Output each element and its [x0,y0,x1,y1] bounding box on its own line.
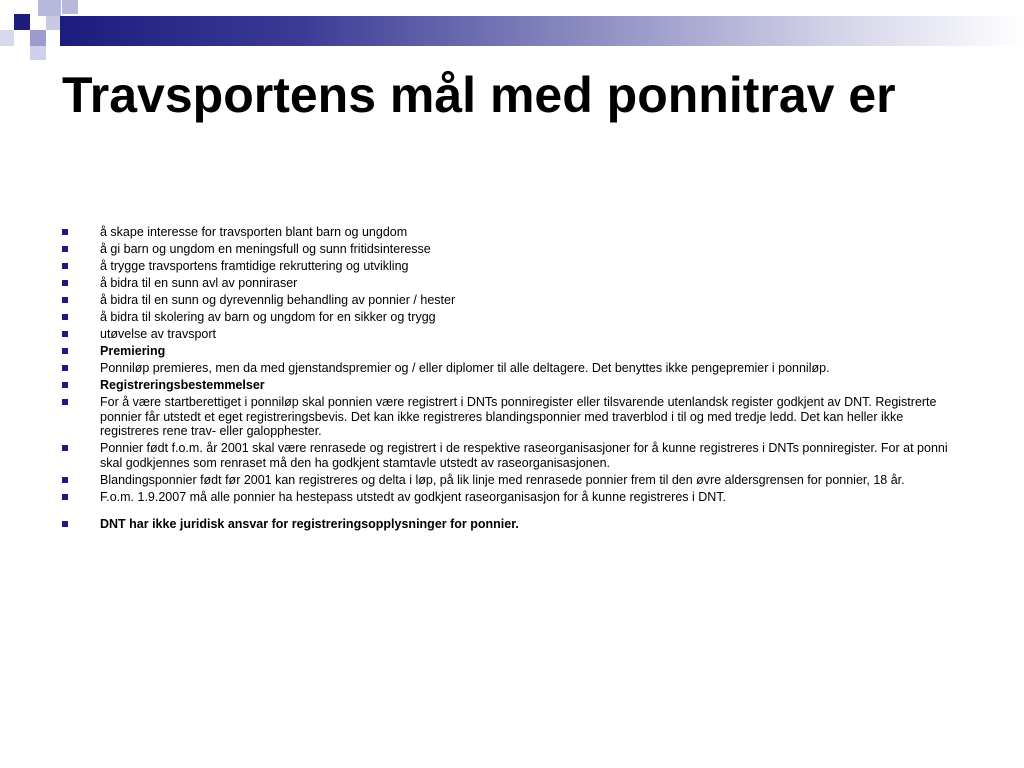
decorative-square [0,30,14,46]
bullet-item [62,344,950,359]
slide-title: Travsportens mål med ponnitrav er [62,67,896,123]
bullet-item [62,490,950,505]
bullet-text: Ponnier født f.o.m. år 2001 skal være renrasede og registrert i de respektive raseorganisasjoner for å kunne registreres i DNTs ponniregister. For at ponni skal godkjennes som renraset må den ha godkjent stamtavle utstedt av raseorganisasjonen. [100,441,948,470]
square-bullet-icon [62,229,68,235]
square-bullet-icon [62,477,68,483]
bullet-text: å trygge travsportens framtidige rekruttering og utvikling [100,259,409,273]
decorative-square [62,0,78,14]
bullet-item [62,327,950,342]
bullet-text: å skape interesse for travsporten blant barn og ungdom [100,225,408,239]
square-bullet-icon [62,382,68,388]
square-bullet-icon [62,399,68,405]
square-bullet-icon [62,246,68,252]
bullet-text: å bidra til en sunn og dyrevennlig behandling av ponnier / hester [100,293,456,307]
bullet-item [62,441,950,470]
header-gradient-bar [60,16,1024,46]
decorative-square [38,0,61,16]
bullet-text: å gi barn og ungdom en meningsfull og sunn fritidsinteresse [100,242,431,256]
square-bullet-icon [62,263,68,269]
bullet-item [62,242,950,257]
decorative-square [30,30,46,46]
square-bullet-icon [62,331,68,337]
square-bullet-icon [62,314,68,320]
bullet-text: DNT har ikke juridisk ansvar for registreringsopplysninger for ponnier. [100,517,519,531]
bullet-text: Premiering [100,344,166,358]
bullet-text: utøvelse av travsport [100,327,217,341]
bullet-item [62,517,950,532]
square-bullet-icon [62,348,68,354]
bullet-text: For å være startberettiget i ponniløp skal ponnien være registrert i DNTs ponniregister eller tilsvarende utenlandsk register godkjent av DNT. Registrerte ponnier får utstedt et eget registreringsbevis. Det kan ikke registreres blandingsponnier med traverblod i til og med tredje ledd. Det kan heller ikke registreres rene trav- eller galopphester. [100,395,937,438]
bullet-item [62,361,950,376]
bullet-text: å bidra til skolering av barn og ungdom for en sikker og trygg [100,310,436,324]
bullet-text: Registreringsbestemmelser [100,378,265,392]
bullet-item [62,473,950,488]
square-bullet-icon [62,297,68,303]
decorative-square [30,46,46,60]
bullet-text: Ponniløp premieres, men da med gjenstandspremier og / eller diplomer til alle deltagere. Det benyttes ikke pengepremier i ponniløp. [100,361,830,375]
bullet-item [62,293,950,308]
bullet-item [62,310,950,325]
bullet-list [62,225,950,534]
decorative-square [14,14,30,30]
square-bullet-icon [62,445,68,451]
square-bullet-icon [62,365,68,371]
bullet-text: å bidra til en sunn avl av ponniraser [100,276,298,290]
bullet-item [62,395,950,439]
bullet-item [62,378,950,393]
square-bullet-icon [62,494,68,500]
bullet-item [62,259,950,274]
square-bullet-icon [62,280,68,286]
bullet-text: Blandingsponnier født før 2001 kan registreres og delta i løp, på lik linje med renrasede ponnier frem til den øvre aldersgrensen for ponnier, 18 år. [100,472,905,487]
bullet-item [62,276,950,291]
bullet-item [62,225,950,240]
bullet-text: F.o.m. 1.9.2007 må alle ponnier ha hestepass utstedt av godkjent raseorganisasjon for å kunne registreres i DNT. [100,489,727,504]
square-bullet-icon [62,521,68,527]
